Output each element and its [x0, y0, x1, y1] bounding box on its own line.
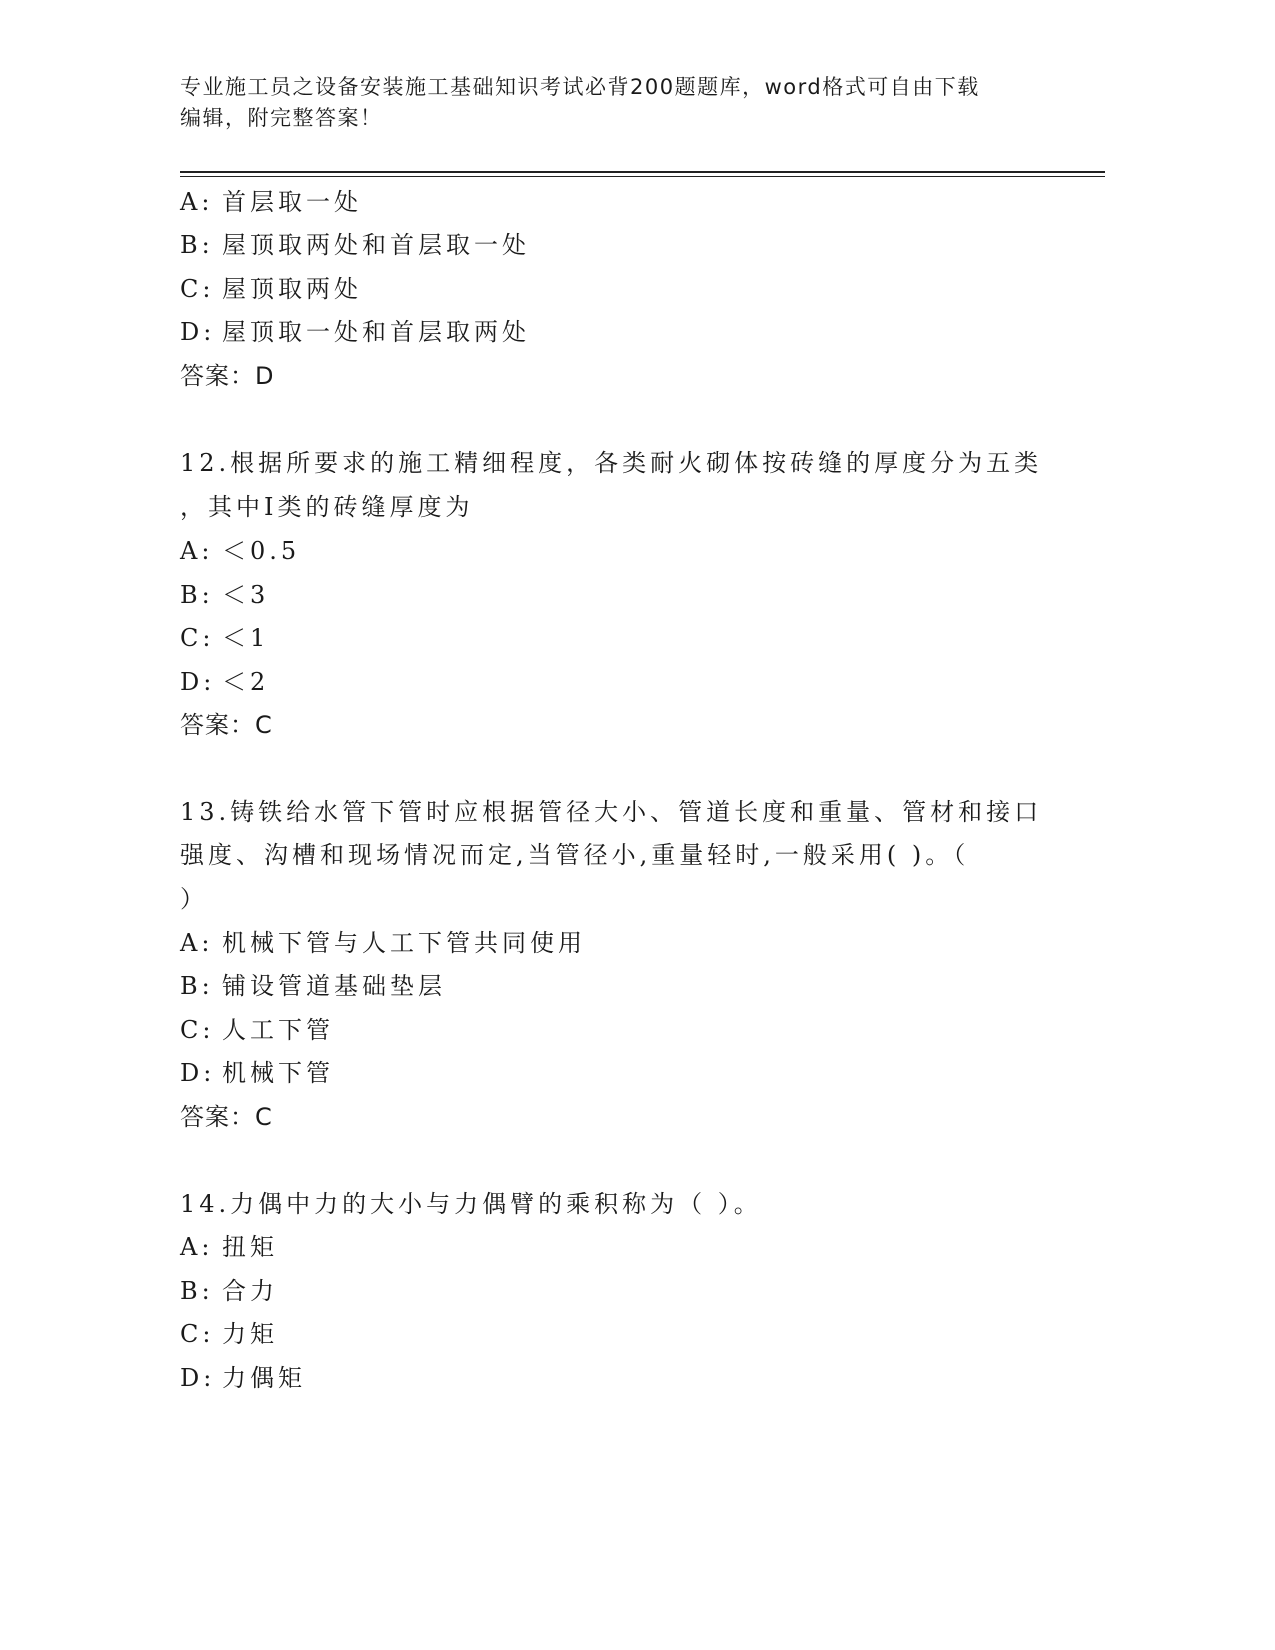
option-letter: A:: [180, 537, 214, 565]
prev-option-b: [180, 230, 530, 260]
q14-stem-line-1: 14.力偶中力的大小与力偶臂的乘积称为（ ）。: [180, 1190, 762, 1218]
q13-option-c: [180, 1015, 334, 1045]
q13-option-d: [180, 1058, 334, 1088]
q13-stem-line-3: ）: [180, 885, 208, 913]
q12-stem-line-1: 12.根据所要求的施工精细程度，各类耐火砌体按砖缝的厚度分为五类: [180, 449, 1043, 477]
header-line-1: 专业施工员之设备安装施工基础知识考试必背200题题库，word格式可自由下载: [180, 75, 980, 99]
prev-answer: 答案：D: [180, 362, 275, 390]
option-letter: D:: [180, 1364, 216, 1392]
option-text: ＜2: [222, 668, 270, 696]
option-text: 屋顶取两处和首层取一处: [222, 231, 530, 259]
option-text: 力矩: [222, 1320, 278, 1348]
option-letter: B:: [180, 972, 214, 1000]
header-line-2: 编辑，附完整答案！: [180, 106, 383, 130]
option-text: 力偶矩: [222, 1364, 306, 1392]
option-text: ＜1: [222, 624, 270, 652]
q13-option-b: [180, 971, 446, 1001]
q12-option-b: [180, 580, 269, 610]
option-text: 首层取一处: [222, 188, 362, 216]
q12-option-a: [180, 536, 300, 566]
option-letter: C:: [180, 1016, 215, 1044]
q14-option-c: [180, 1319, 278, 1349]
option-text: 铺设管道基础垫层: [222, 972, 446, 1000]
option-text: 合力: [222, 1277, 278, 1305]
header-divider-thin: [180, 176, 1105, 177]
option-letter: C:: [180, 1320, 215, 1348]
q12-answer: 答案：C: [180, 711, 273, 739]
q13-stem-line-2: 强度、沟槽和现场情况而定,当管径小,重量轻时,一般采用( )。（: [180, 841, 970, 869]
option-letter: B:: [180, 1277, 214, 1305]
q14-option-b: [180, 1276, 278, 1306]
q12-option-d: [180, 667, 269, 697]
q13-option-a: [180, 928, 586, 958]
option-text: 扭矩: [222, 1233, 278, 1261]
option-letter: A:: [180, 1233, 214, 1261]
option-text: 屋顶取一处和首层取两处: [222, 318, 530, 346]
option-text: ＜0.5: [222, 537, 301, 565]
option-letter: B:: [180, 581, 214, 609]
q13-stem-line-1: 13.铸铁给水管下管时应根据管径大小、管道长度和重量、管材和接口: [180, 798, 1043, 826]
option-text: ＜3: [222, 581, 270, 609]
option-letter: A:: [180, 929, 214, 957]
q12-option-c: [180, 623, 269, 653]
option-text: 人工下管: [222, 1016, 334, 1044]
option-letter: D:: [180, 668, 216, 696]
q13-answer: 答案：C: [180, 1103, 273, 1131]
document-header: [180, 72, 1060, 134]
option-text: 机械下管: [222, 1059, 334, 1087]
prev-option-c: [180, 274, 362, 304]
option-letter: C:: [180, 624, 215, 652]
q14-option-d: [180, 1363, 306, 1393]
q14-option-a: [180, 1232, 278, 1262]
option-letter: A:: [180, 188, 214, 216]
header-divider-thick: [180, 171, 1105, 173]
option-letter: B:: [180, 231, 214, 259]
option-letter: D:: [180, 318, 216, 346]
prev-option-a: [180, 187, 362, 217]
prev-option-d: [180, 317, 530, 347]
option-letter: C:: [180, 275, 215, 303]
option-text: 机械下管与人工下管共同使用: [222, 929, 586, 957]
option-text: 屋顶取两处: [222, 275, 362, 303]
option-letter: D:: [180, 1059, 216, 1087]
q12-stem-line-2: ，其中Ⅰ类的砖缝厚度为: [180, 493, 474, 521]
